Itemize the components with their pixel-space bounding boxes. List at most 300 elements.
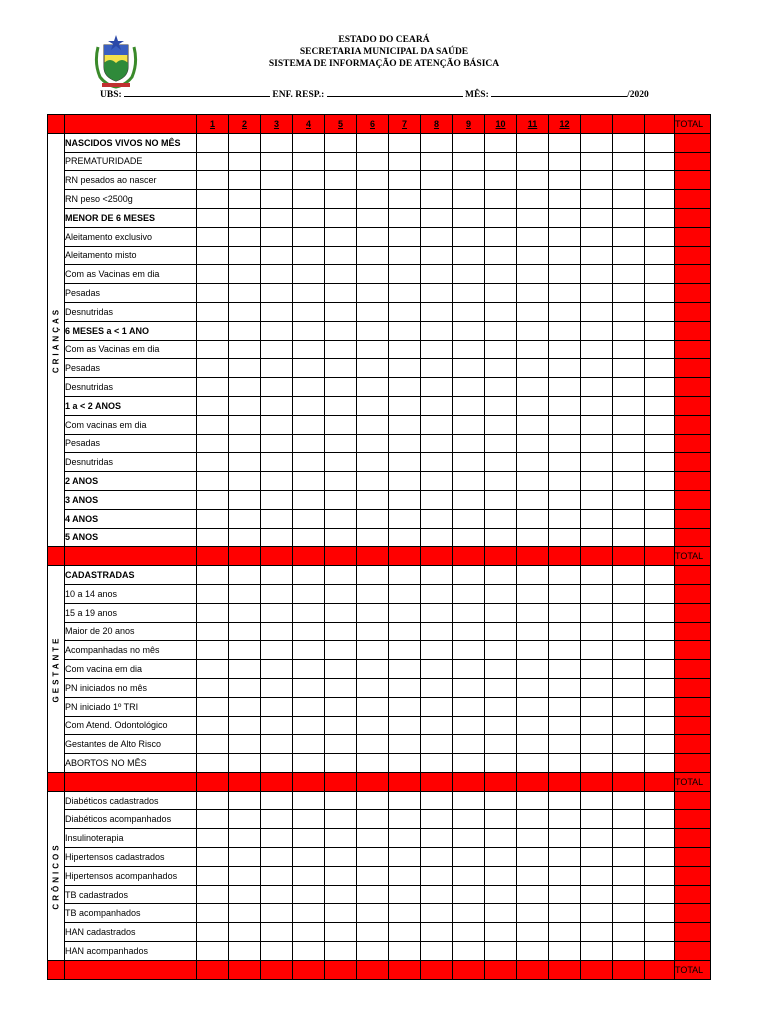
- enf-resp-field[interactable]: [327, 87, 463, 97]
- entry-cell[interactable]: [485, 415, 517, 434]
- entry-cell[interactable]: [197, 378, 229, 397]
- entry-cell[interactable]: [613, 885, 645, 904]
- entry-cell[interactable]: [293, 603, 325, 622]
- entry-cell[interactable]: [453, 171, 485, 190]
- entry-cell[interactable]: [645, 359, 675, 378]
- entry-cell[interactable]: [645, 735, 675, 754]
- entry-cell[interactable]: [357, 133, 389, 152]
- entry-cell[interactable]: [517, 754, 549, 773]
- entry-cell[interactable]: [421, 678, 453, 697]
- entry-cell[interactable]: [325, 227, 357, 246]
- entry-cell[interactable]: [453, 754, 485, 773]
- entry-cell[interactable]: [581, 603, 613, 622]
- entry-cell[interactable]: [453, 321, 485, 340]
- entry-cell[interactable]: [229, 396, 261, 415]
- entry-cell[interactable]: [549, 848, 581, 867]
- entry-cell[interactable]: [293, 415, 325, 434]
- entry-cell[interactable]: [645, 923, 675, 942]
- entry-cell[interactable]: [581, 810, 613, 829]
- entry-cell[interactable]: [389, 791, 421, 810]
- entry-cell[interactable]: [389, 133, 421, 152]
- entry-cell[interactable]: [613, 359, 645, 378]
- entry-cell[interactable]: [389, 340, 421, 359]
- entry-cell[interactable]: [197, 603, 229, 622]
- entry-cell[interactable]: [549, 453, 581, 472]
- entry-cell[interactable]: [389, 152, 421, 171]
- entry-cell[interactable]: [549, 904, 581, 923]
- entry-cell[interactable]: [485, 716, 517, 735]
- entry-cell[interactable]: [453, 810, 485, 829]
- entry-cell[interactable]: [325, 566, 357, 585]
- entry-cell[interactable]: [261, 321, 293, 340]
- entry-cell[interactable]: [261, 284, 293, 303]
- entry-cell[interactable]: [485, 678, 517, 697]
- entry-cell[interactable]: [389, 434, 421, 453]
- entry-cell[interactable]: [453, 284, 485, 303]
- entry-cell[interactable]: [325, 284, 357, 303]
- entry-cell[interactable]: [581, 566, 613, 585]
- entry-cell[interactable]: [293, 641, 325, 660]
- entry-cell[interactable]: [261, 227, 293, 246]
- entry-cell[interactable]: [229, 152, 261, 171]
- entry-cell[interactable]: [293, 434, 325, 453]
- entry-cell[interactable]: [229, 171, 261, 190]
- entry-cell[interactable]: [421, 660, 453, 679]
- entry-cell[interactable]: [549, 190, 581, 209]
- entry-cell[interactable]: [421, 472, 453, 491]
- entry-cell[interactable]: [613, 848, 645, 867]
- entry-cell[interactable]: [229, 415, 261, 434]
- entry-cell[interactable]: [485, 453, 517, 472]
- entry-cell[interactable]: [229, 190, 261, 209]
- entry-cell[interactable]: [453, 265, 485, 284]
- entry-cell[interactable]: [197, 265, 229, 284]
- entry-cell[interactable]: [613, 923, 645, 942]
- entry-cell[interactable]: [517, 603, 549, 622]
- entry-cell[interactable]: [453, 603, 485, 622]
- entry-cell[interactable]: [581, 678, 613, 697]
- entry-cell[interactable]: [357, 735, 389, 754]
- entry-cell[interactable]: [645, 754, 675, 773]
- entry-cell[interactable]: [357, 321, 389, 340]
- entry-cell[interactable]: [485, 754, 517, 773]
- entry-cell[interactable]: [581, 942, 613, 961]
- entry-cell[interactable]: [261, 340, 293, 359]
- entry-cell[interactable]: [645, 641, 675, 660]
- entry-cell[interactable]: [613, 791, 645, 810]
- entry-cell[interactable]: [517, 190, 549, 209]
- entry-cell[interactable]: [549, 866, 581, 885]
- entry-cell[interactable]: [517, 284, 549, 303]
- entry-cell[interactable]: [517, 246, 549, 265]
- entry-cell[interactable]: [485, 133, 517, 152]
- entry-cell[interactable]: [293, 396, 325, 415]
- entry-cell[interactable]: [613, 678, 645, 697]
- entry-cell[interactable]: [389, 923, 421, 942]
- entry-cell[interactable]: [229, 208, 261, 227]
- entry-cell[interactable]: [485, 528, 517, 547]
- entry-cell[interactable]: [549, 566, 581, 585]
- entry-cell[interactable]: [421, 246, 453, 265]
- entry-cell[interactable]: [613, 622, 645, 641]
- entry-cell[interactable]: [453, 885, 485, 904]
- entry-cell[interactable]: [229, 848, 261, 867]
- entry-cell[interactable]: [549, 603, 581, 622]
- entry-cell[interactable]: [645, 697, 675, 716]
- entry-cell[interactable]: [293, 490, 325, 509]
- entry-cell[interactable]: [549, 829, 581, 848]
- entry-cell[interactable]: [613, 660, 645, 679]
- entry-cell[interactable]: [357, 378, 389, 397]
- entry-cell[interactable]: [645, 227, 675, 246]
- entry-cell[interactable]: [549, 697, 581, 716]
- entry-cell[interactable]: [645, 340, 675, 359]
- entry-cell[interactable]: [421, 415, 453, 434]
- entry-cell[interactable]: [357, 359, 389, 378]
- entry-cell[interactable]: [517, 378, 549, 397]
- entry-cell[interactable]: [517, 697, 549, 716]
- entry-cell[interactable]: [357, 923, 389, 942]
- entry-cell[interactable]: [581, 359, 613, 378]
- entry-cell[interactable]: [261, 660, 293, 679]
- entry-cell[interactable]: [229, 791, 261, 810]
- entry-cell[interactable]: [293, 246, 325, 265]
- entry-cell[interactable]: [453, 904, 485, 923]
- entry-cell[interactable]: [261, 208, 293, 227]
- entry-cell[interactable]: [421, 885, 453, 904]
- entry-cell[interactable]: [453, 378, 485, 397]
- entry-cell[interactable]: [453, 942, 485, 961]
- entry-cell[interactable]: [645, 885, 675, 904]
- entry-cell[interactable]: [357, 716, 389, 735]
- entry-cell[interactable]: [325, 923, 357, 942]
- entry-cell[interactable]: [421, 848, 453, 867]
- entry-cell[interactable]: [421, 942, 453, 961]
- entry-cell[interactable]: [421, 866, 453, 885]
- entry-cell[interactable]: [357, 866, 389, 885]
- entry-cell[interactable]: [485, 791, 517, 810]
- entry-cell[interactable]: [485, 171, 517, 190]
- entry-cell[interactable]: [293, 528, 325, 547]
- entry-cell[interactable]: [293, 810, 325, 829]
- entry-cell[interactable]: [357, 190, 389, 209]
- entry-cell[interactable]: [453, 584, 485, 603]
- entry-cell[interactable]: [421, 904, 453, 923]
- entry-cell[interactable]: [549, 321, 581, 340]
- entry-cell[interactable]: [453, 472, 485, 491]
- entry-cell[interactable]: [453, 923, 485, 942]
- entry-cell[interactable]: [261, 866, 293, 885]
- entry-cell[interactable]: [581, 227, 613, 246]
- entry-cell[interactable]: [293, 584, 325, 603]
- entry-cell[interactable]: [485, 265, 517, 284]
- entry-cell[interactable]: [613, 340, 645, 359]
- entry-cell[interactable]: [197, 509, 229, 528]
- entry-cell[interactable]: [293, 622, 325, 641]
- entry-cell[interactable]: [229, 340, 261, 359]
- entry-cell[interactable]: [517, 227, 549, 246]
- entry-cell[interactable]: [197, 208, 229, 227]
- entry-cell[interactable]: [197, 697, 229, 716]
- entry-cell[interactable]: [357, 302, 389, 321]
- entry-cell[interactable]: [389, 490, 421, 509]
- entry-cell[interactable]: [645, 208, 675, 227]
- entry-cell[interactable]: [421, 359, 453, 378]
- entry-cell[interactable]: [485, 584, 517, 603]
- entry-cell[interactable]: [325, 302, 357, 321]
- entry-cell[interactable]: [197, 754, 229, 773]
- entry-cell[interactable]: [517, 622, 549, 641]
- entry-cell[interactable]: [645, 434, 675, 453]
- entry-cell[interactable]: [389, 359, 421, 378]
- entry-cell[interactable]: [293, 904, 325, 923]
- entry-cell[interactable]: [645, 866, 675, 885]
- entry-cell[interactable]: [389, 678, 421, 697]
- entry-cell[interactable]: [293, 171, 325, 190]
- entry-cell[interactable]: [645, 190, 675, 209]
- entry-cell[interactable]: [293, 942, 325, 961]
- entry-cell[interactable]: [485, 321, 517, 340]
- entry-cell[interactable]: [453, 735, 485, 754]
- entry-cell[interactable]: [197, 490, 229, 509]
- entry-cell[interactable]: [293, 453, 325, 472]
- entry-cell[interactable]: [581, 152, 613, 171]
- entry-cell[interactable]: [389, 453, 421, 472]
- entry-cell[interactable]: [261, 171, 293, 190]
- entry-cell[interactable]: [261, 359, 293, 378]
- entry-cell[interactable]: [613, 284, 645, 303]
- entry-cell[interactable]: [613, 152, 645, 171]
- entry-cell[interactable]: [389, 716, 421, 735]
- entry-cell[interactable]: [389, 754, 421, 773]
- entry-cell[interactable]: [325, 716, 357, 735]
- entry-cell[interactable]: [229, 641, 261, 660]
- entry-cell[interactable]: [293, 152, 325, 171]
- entry-cell[interactable]: [421, 284, 453, 303]
- entry-cell[interactable]: [613, 697, 645, 716]
- entry-cell[interactable]: [453, 208, 485, 227]
- entry-cell[interactable]: [485, 302, 517, 321]
- entry-cell[interactable]: [229, 528, 261, 547]
- entry-cell[interactable]: [549, 434, 581, 453]
- entry-cell[interactable]: [325, 133, 357, 152]
- entry-cell[interactable]: [581, 396, 613, 415]
- entry-cell[interactable]: [581, 321, 613, 340]
- entry-cell[interactable]: [325, 829, 357, 848]
- entry-cell[interactable]: [549, 735, 581, 754]
- entry-cell[interactable]: [389, 528, 421, 547]
- entry-cell[interactable]: [645, 810, 675, 829]
- entry-cell[interactable]: [229, 603, 261, 622]
- entry-cell[interactable]: [517, 791, 549, 810]
- entry-cell[interactable]: [389, 227, 421, 246]
- entry-cell[interactable]: [197, 152, 229, 171]
- entry-cell[interactable]: [613, 190, 645, 209]
- entry-cell[interactable]: [197, 359, 229, 378]
- entry-cell[interactable]: [197, 321, 229, 340]
- entry-cell[interactable]: [485, 490, 517, 509]
- entry-cell[interactable]: [581, 434, 613, 453]
- entry-cell[interactable]: [549, 246, 581, 265]
- entry-cell[interactable]: [549, 641, 581, 660]
- entry-cell[interactable]: [229, 566, 261, 585]
- entry-cell[interactable]: [581, 265, 613, 284]
- entry-cell[interactable]: [549, 133, 581, 152]
- entry-cell[interactable]: [325, 528, 357, 547]
- entry-cell[interactable]: [485, 942, 517, 961]
- entry-cell[interactable]: [229, 660, 261, 679]
- entry-cell[interactable]: [389, 735, 421, 754]
- entry-cell[interactable]: [325, 603, 357, 622]
- entry-cell[interactable]: [197, 885, 229, 904]
- entry-cell[interactable]: [197, 942, 229, 961]
- entry-cell[interactable]: [549, 622, 581, 641]
- entry-cell[interactable]: [229, 359, 261, 378]
- entry-cell[interactable]: [325, 885, 357, 904]
- entry-cell[interactable]: [421, 566, 453, 585]
- entry-cell[interactable]: [485, 208, 517, 227]
- entry-cell[interactable]: [197, 641, 229, 660]
- entry-cell[interactable]: [421, 528, 453, 547]
- entry-cell[interactable]: [581, 453, 613, 472]
- entry-cell[interactable]: [229, 453, 261, 472]
- entry-cell[interactable]: [613, 171, 645, 190]
- entry-cell[interactable]: [357, 904, 389, 923]
- entry-cell[interactable]: [197, 829, 229, 848]
- entry-cell[interactable]: [613, 866, 645, 885]
- entry-cell[interactable]: [485, 735, 517, 754]
- entry-cell[interactable]: [261, 472, 293, 491]
- entry-cell[interactable]: [197, 453, 229, 472]
- entry-cell[interactable]: [261, 754, 293, 773]
- entry-cell[interactable]: [581, 866, 613, 885]
- entry-cell[interactable]: [389, 603, 421, 622]
- entry-cell[interactable]: [485, 866, 517, 885]
- entry-cell[interactable]: [421, 603, 453, 622]
- entry-cell[interactable]: [293, 566, 325, 585]
- entry-cell[interactable]: [421, 396, 453, 415]
- entry-cell[interactable]: [517, 885, 549, 904]
- entry-cell[interactable]: [261, 678, 293, 697]
- entry-cell[interactable]: [197, 735, 229, 754]
- entry-cell[interactable]: [293, 265, 325, 284]
- entry-cell[interactable]: [549, 208, 581, 227]
- entry-cell[interactable]: [517, 509, 549, 528]
- entry-cell[interactable]: [517, 133, 549, 152]
- entry-cell[interactable]: [645, 660, 675, 679]
- entry-cell[interactable]: [613, 829, 645, 848]
- entry-cell[interactable]: [261, 265, 293, 284]
- entry-cell[interactable]: [613, 810, 645, 829]
- entry-cell[interactable]: [421, 735, 453, 754]
- entry-cell[interactable]: [357, 829, 389, 848]
- entry-cell[interactable]: [453, 641, 485, 660]
- entry-cell[interactable]: [389, 848, 421, 867]
- entry-cell[interactable]: [453, 415, 485, 434]
- entry-cell[interactable]: [325, 359, 357, 378]
- entry-cell[interactable]: [197, 866, 229, 885]
- entry-cell[interactable]: [197, 472, 229, 491]
- entry-cell[interactable]: [517, 660, 549, 679]
- entry-cell[interactable]: [389, 472, 421, 491]
- entry-cell[interactable]: [613, 490, 645, 509]
- entry-cell[interactable]: [549, 509, 581, 528]
- entry-cell[interactable]: [645, 584, 675, 603]
- entry-cell[interactable]: [357, 227, 389, 246]
- entry-cell[interactable]: [293, 735, 325, 754]
- entry-cell[interactable]: [549, 923, 581, 942]
- entry-cell[interactable]: [357, 622, 389, 641]
- entry-cell[interactable]: [197, 340, 229, 359]
- entry-cell[interactable]: [261, 584, 293, 603]
- entry-cell[interactable]: [645, 321, 675, 340]
- entry-cell[interactable]: [485, 284, 517, 303]
- entry-cell[interactable]: [485, 566, 517, 585]
- entry-cell[interactable]: [421, 509, 453, 528]
- entry-cell[interactable]: [389, 396, 421, 415]
- entry-cell[interactable]: [229, 321, 261, 340]
- entry-cell[interactable]: [293, 509, 325, 528]
- entry-cell[interactable]: [325, 942, 357, 961]
- entry-cell[interactable]: [293, 885, 325, 904]
- entry-cell[interactable]: [293, 302, 325, 321]
- entry-cell[interactable]: [261, 434, 293, 453]
- entry-cell[interactable]: [261, 566, 293, 585]
- entry-cell[interactable]: [389, 885, 421, 904]
- entry-cell[interactable]: [229, 284, 261, 303]
- entry-cell[interactable]: [261, 246, 293, 265]
- entry-cell[interactable]: [645, 528, 675, 547]
- entry-cell[interactable]: [197, 415, 229, 434]
- entry-cell[interactable]: [389, 284, 421, 303]
- entry-cell[interactable]: [453, 528, 485, 547]
- entry-cell[interactable]: [261, 923, 293, 942]
- entry-cell[interactable]: [229, 378, 261, 397]
- entry-cell[interactable]: [389, 641, 421, 660]
- entry-cell[interactable]: [645, 509, 675, 528]
- entry-cell[interactable]: [549, 284, 581, 303]
- entry-cell[interactable]: [645, 566, 675, 585]
- entry-cell[interactable]: [389, 265, 421, 284]
- entry-cell[interactable]: [357, 509, 389, 528]
- entry-cell[interactable]: [645, 490, 675, 509]
- entry-cell[interactable]: [453, 490, 485, 509]
- entry-cell[interactable]: [389, 302, 421, 321]
- entry-cell[interactable]: [581, 697, 613, 716]
- entry-cell[interactable]: [293, 208, 325, 227]
- entry-cell[interactable]: [485, 359, 517, 378]
- entry-cell[interactable]: [485, 152, 517, 171]
- entry-cell[interactable]: [293, 923, 325, 942]
- entry-cell[interactable]: [517, 208, 549, 227]
- entry-cell[interactable]: [229, 923, 261, 942]
- entry-cell[interactable]: [389, 378, 421, 397]
- entry-cell[interactable]: [453, 622, 485, 641]
- entry-cell[interactable]: [261, 697, 293, 716]
- entry-cell[interactable]: [325, 490, 357, 509]
- entry-cell[interactable]: [645, 302, 675, 321]
- entry-cell[interactable]: [389, 697, 421, 716]
- entry-cell[interactable]: [453, 359, 485, 378]
- entry-cell[interactable]: [581, 246, 613, 265]
- entry-cell[interactable]: [229, 472, 261, 491]
- entry-cell[interactable]: [389, 584, 421, 603]
- entry-cell[interactable]: [517, 490, 549, 509]
- entry-cell[interactable]: [197, 284, 229, 303]
- entry-cell[interactable]: [581, 584, 613, 603]
- entry-cell[interactable]: [357, 490, 389, 509]
- entry-cell[interactable]: [261, 490, 293, 509]
